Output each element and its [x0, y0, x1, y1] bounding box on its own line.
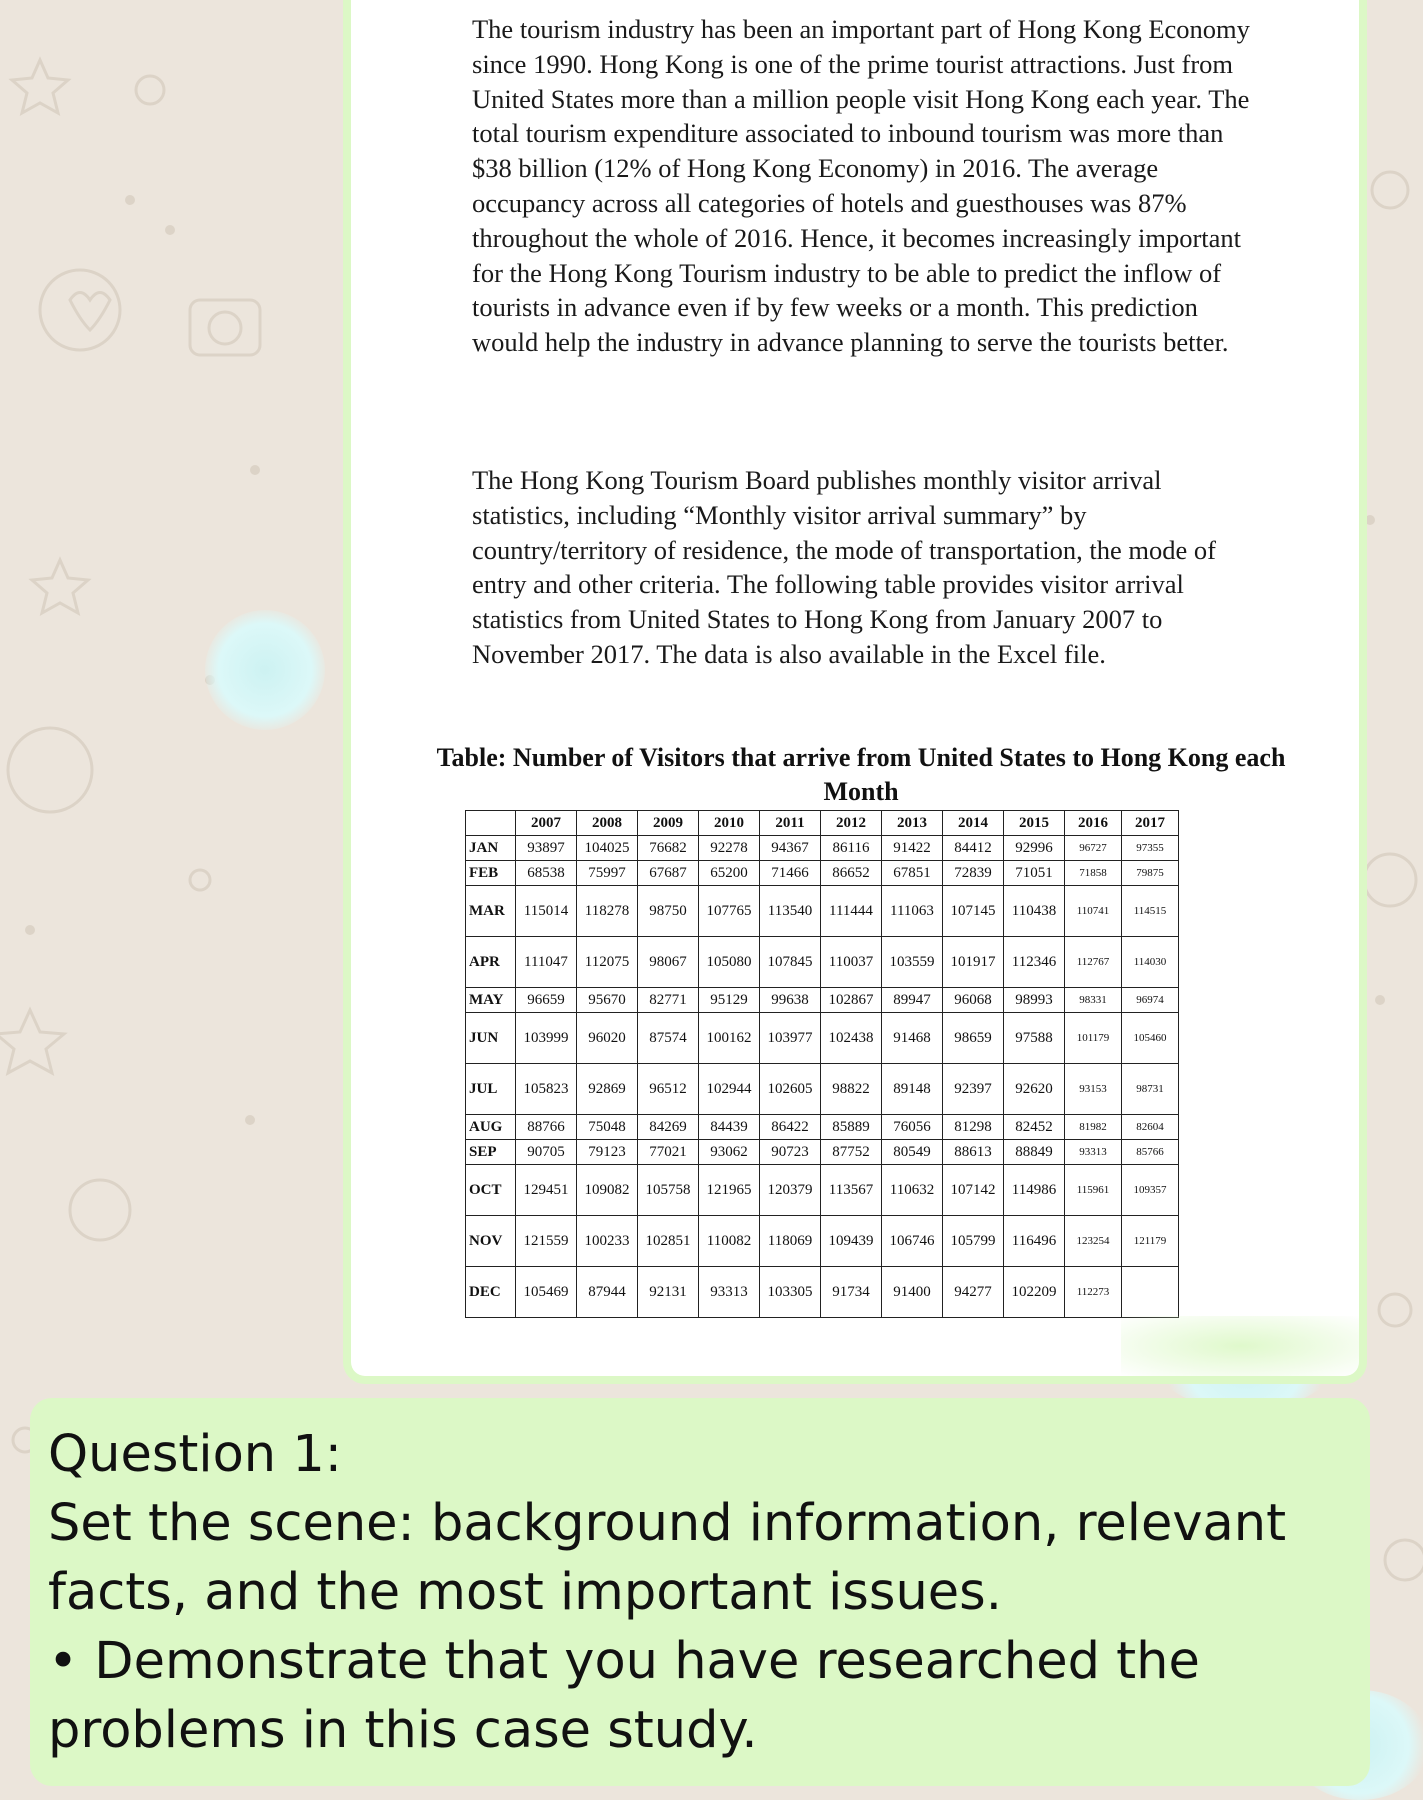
- visitor-count-cell: 111444: [821, 886, 882, 937]
- month-label: APR: [466, 937, 516, 988]
- visitor-count-cell: 102851: [638, 1216, 699, 1267]
- visitor-count-cell: 82771: [638, 988, 699, 1013]
- visitor-count-cell: 112767: [1065, 937, 1122, 988]
- visitor-count-cell: 91422: [882, 836, 943, 861]
- document-paragraph-2: The Hong Kong Tourism Board publishes monthly visitor arrival statistics, including “Monthly visitor arrival summary” by country/territory of residence, the mode of transportation, the mode of entry and other criteria. The following table provides visitor arrival statistics from United States to Hong Kong from January 2007 to November 2017. The data is also available in the Excel file.: [472, 465, 1216, 669]
- table-row: [466, 988, 1179, 1013]
- visitor-count-cell: 96068: [943, 988, 1004, 1013]
- visitor-count-cell: 84412: [943, 836, 1004, 861]
- visitor-count-cell: 67851: [882, 861, 943, 886]
- visitor-count-cell: 111047: [516, 937, 577, 988]
- visitor-count-cell: 102944: [699, 1064, 760, 1115]
- table-caption: Table: Number of Visitors that arrive from United States to Hong Kong each Month: [436, 743, 1286, 806]
- visitor-count-cell: 72839: [943, 861, 1004, 886]
- visitor-count-cell: 96974: [1122, 988, 1179, 1013]
- visitor-count-cell: 80549: [882, 1140, 943, 1165]
- table-corner-cell: [466, 811, 516, 836]
- visitor-count-cell: 129451: [516, 1165, 577, 1216]
- month-label: JUL: [466, 1064, 516, 1115]
- month-label: SEP: [466, 1140, 516, 1165]
- visitor-count-cell: 103559: [882, 937, 943, 988]
- visitor-count-cell: 105823: [516, 1064, 577, 1115]
- visitor-count-cell: 114030: [1122, 937, 1179, 988]
- month-label: JAN: [466, 836, 516, 861]
- visitor-count-cell: 107845: [760, 937, 821, 988]
- table-row: [466, 1165, 1179, 1216]
- visitor-count-cell: 86422: [760, 1115, 821, 1140]
- document-photo[interactable]: [351, 0, 1359, 1376]
- visitor-count-cell: 110438: [1004, 886, 1065, 937]
- visitor-count-cell: 75997: [577, 861, 638, 886]
- visitor-count-cell: 67687: [638, 861, 699, 886]
- text-message-bubble[interactable]: [30, 1398, 1370, 1786]
- visitor-count-cell: 118278: [577, 886, 638, 937]
- visitor-table: [465, 810, 1179, 1318]
- visitor-count-cell: 107145: [943, 886, 1004, 937]
- table-row: [466, 1064, 1179, 1115]
- visitor-count-cell: 96659: [516, 988, 577, 1013]
- table-row: [466, 1115, 1179, 1140]
- month-label: FEB: [466, 861, 516, 886]
- visitor-count-cell: 93153: [1065, 1064, 1122, 1115]
- visitor-count-cell: 91400: [882, 1267, 943, 1318]
- visitor-count-cell: 77021: [638, 1140, 699, 1165]
- visitor-count-cell: 103977: [760, 1013, 821, 1064]
- visitor-count-cell: 106746: [882, 1216, 943, 1267]
- visitor-count-cell: 98993: [1004, 988, 1065, 1013]
- visitor-count-cell: 98067: [638, 937, 699, 988]
- month-label: NOV: [466, 1216, 516, 1267]
- visitor-count-cell: 110741: [1065, 886, 1122, 937]
- visitor-count-cell: 81982: [1065, 1115, 1122, 1140]
- visitor-count-cell: 92131: [638, 1267, 699, 1318]
- visitor-count-cell: 96727: [1065, 836, 1122, 861]
- visitor-count-cell: 79123: [577, 1140, 638, 1165]
- visitor-count-cell: 103305: [760, 1267, 821, 1318]
- visitor-count-cell: 99638: [760, 988, 821, 1013]
- table-row: [466, 836, 1179, 861]
- visitor-count-cell: 88613: [943, 1140, 1004, 1165]
- visitor-count-cell: 76682: [638, 836, 699, 861]
- question-text: [48, 1420, 1348, 1765]
- year-header: 2017: [1122, 811, 1179, 836]
- visitor-count-cell: 101917: [943, 937, 1004, 988]
- visitor-count-cell: 111063: [882, 886, 943, 937]
- table-row: [466, 1013, 1179, 1064]
- visitor-count-cell: 65200: [699, 861, 760, 886]
- visitor-count-cell: 71051: [1004, 861, 1065, 886]
- visitor-count-cell: 68538: [516, 861, 577, 886]
- visitor-count-cell: 92278: [699, 836, 760, 861]
- year-header: 2008: [577, 811, 638, 836]
- table-row: [466, 937, 1179, 988]
- visitor-count-cell: 105758: [638, 1165, 699, 1216]
- visitor-count-cell: 82604: [1122, 1115, 1179, 1140]
- blur-mark: [205, 610, 325, 730]
- visitor-count-cell: 84439: [699, 1115, 760, 1140]
- visitor-count-cell: 100233: [577, 1216, 638, 1267]
- visitor-count-cell: 110082: [699, 1216, 760, 1267]
- visitor-count-cell: 97355: [1122, 836, 1179, 861]
- visitor-count-cell: 104025: [577, 836, 638, 861]
- visitor-count-cell: 90705: [516, 1140, 577, 1165]
- visitor-count-cell: 100162: [699, 1013, 760, 1064]
- visitor-count-cell: 89148: [882, 1064, 943, 1115]
- visitor-count-cell: 114515: [1122, 886, 1179, 937]
- visitor-count-cell: 105460: [1122, 1013, 1179, 1064]
- image-message-bubble[interactable]: [343, 0, 1367, 1384]
- visitor-count-cell: 102438: [821, 1013, 882, 1064]
- table-row: [466, 1267, 1179, 1318]
- visitor-count-cell: 79875: [1122, 861, 1179, 886]
- month-label: JUN: [466, 1013, 516, 1064]
- visitor-count-cell: 93313: [1065, 1140, 1122, 1165]
- table-row: [466, 886, 1179, 937]
- visitor-count-cell: 107765: [699, 886, 760, 937]
- visitor-count-cell: 115961: [1065, 1165, 1122, 1216]
- visitor-count-cell: 89947: [882, 988, 943, 1013]
- year-header: 2013: [882, 811, 943, 836]
- visitor-count-cell: 118069: [760, 1216, 821, 1267]
- visitor-count-cell: 86652: [821, 861, 882, 886]
- visitor-count-cell: 110632: [882, 1165, 943, 1216]
- visitor-count-cell: 95670: [577, 988, 638, 1013]
- table-row: [466, 1216, 1179, 1267]
- table-header-row: [466, 811, 1179, 836]
- month-label: MAR: [466, 886, 516, 937]
- visitor-count-cell: 90723: [760, 1140, 821, 1165]
- visitor-count-cell: 91734: [821, 1267, 882, 1318]
- visitor-count-cell: 92397: [943, 1064, 1004, 1115]
- visitor-count-cell: 120379: [760, 1165, 821, 1216]
- visitor-count-cell: 75048: [577, 1115, 638, 1140]
- visitor-count-cell: 96020: [577, 1013, 638, 1064]
- visitor-count-cell: 121179: [1122, 1216, 1179, 1267]
- year-header: 2009: [638, 811, 699, 836]
- visitor-count-cell: 102209: [1004, 1267, 1065, 1318]
- visitor-count-cell: 98822: [821, 1064, 882, 1115]
- year-header: 2010: [699, 811, 760, 836]
- year-header: 2007: [516, 811, 577, 836]
- visitor-count-cell: 115014: [516, 886, 577, 937]
- visitor-count-cell: 93313: [699, 1267, 760, 1318]
- year-header: 2014: [943, 811, 1004, 836]
- visitor-count-cell: 96512: [638, 1064, 699, 1115]
- month-label: MAY: [466, 988, 516, 1013]
- visitor-count-cell: 93062: [699, 1140, 760, 1165]
- visitor-count-cell: 121559: [516, 1216, 577, 1267]
- visitor-count-cell: 112346: [1004, 937, 1065, 988]
- visitor-count-cell: 113567: [821, 1165, 882, 1216]
- visitor-count-cell: 114986: [1004, 1165, 1065, 1216]
- visitor-count-cell: 87752: [821, 1140, 882, 1165]
- visitor-count-cell: 94367: [760, 836, 821, 861]
- question-line: Question 1:: [48, 1425, 342, 1484]
- visitor-count-cell: 88849: [1004, 1140, 1065, 1165]
- visitor-count-cell: 123254: [1065, 1216, 1122, 1267]
- visitor-count-cell: 110037: [821, 937, 882, 988]
- year-header: 2015: [1004, 811, 1065, 836]
- visitor-count-cell: 97588: [1004, 1013, 1065, 1064]
- visitor-count-cell: 109357: [1122, 1165, 1179, 1216]
- year-header: 2011: [760, 811, 821, 836]
- visitor-count-cell: 98331: [1065, 988, 1122, 1013]
- visitor-count-cell: 92996: [1004, 836, 1065, 861]
- visitor-count-cell: 82452: [1004, 1115, 1065, 1140]
- month-label: DEC: [466, 1267, 516, 1318]
- visitor-count-cell: 92620: [1004, 1064, 1065, 1115]
- visitor-count-cell: 85766: [1122, 1140, 1179, 1165]
- visitor-count-cell: 85889: [821, 1115, 882, 1140]
- visitor-count-cell: 98731: [1122, 1064, 1179, 1115]
- visitor-count-cell: 105799: [943, 1216, 1004, 1267]
- visitor-count-cell: 109439: [821, 1216, 882, 1267]
- visitor-count-cell: 113540: [760, 886, 821, 937]
- visitor-count-cell: 87944: [577, 1267, 638, 1318]
- visitor-count-cell: 102605: [760, 1064, 821, 1115]
- visitor-count-cell: 102867: [821, 988, 882, 1013]
- question-line: Set the scene: background information, relevant facts, and the most important issues.: [48, 1494, 1287, 1622]
- visitor-count-cell: 121965: [699, 1165, 760, 1216]
- visitor-count-cell: 87574: [638, 1013, 699, 1064]
- visitor-count-cell: 105080: [699, 937, 760, 988]
- visitor-count-cell: 86116: [821, 836, 882, 861]
- visitor-count-cell: 91468: [882, 1013, 943, 1064]
- visitor-count-cell: 105469: [516, 1267, 577, 1318]
- visitor-count-cell: 103999: [516, 1013, 577, 1064]
- photo-edge-blur: [1121, 1316, 1359, 1376]
- visitor-count-cell: 71858: [1065, 861, 1122, 886]
- question-line: • Demonstrate that you have researched the problems in this case study.: [48, 1632, 1200, 1760]
- visitor-count-cell: 92869: [577, 1064, 638, 1115]
- table-row: [466, 861, 1179, 886]
- visitor-count-cell: 107142: [943, 1165, 1004, 1216]
- month-label: AUG: [466, 1115, 516, 1140]
- visitor-count-cell: 98659: [943, 1013, 1004, 1064]
- visitor-count-cell: [1122, 1267, 1179, 1318]
- visitor-count-cell: 116496: [1004, 1216, 1065, 1267]
- visitor-count-cell: 101179: [1065, 1013, 1122, 1064]
- visitor-count-cell: 112075: [577, 937, 638, 988]
- visitor-count-cell: 81298: [943, 1115, 1004, 1140]
- visitor-count-cell: 95129: [699, 988, 760, 1013]
- visitor-count-cell: 112273: [1065, 1267, 1122, 1318]
- visitor-count-cell: 94277: [943, 1267, 1004, 1318]
- year-header: 2016: [1065, 811, 1122, 836]
- visitor-count-cell: 98750: [638, 886, 699, 937]
- visitor-count-cell: 84269: [638, 1115, 699, 1140]
- document-paragraph-1: The tourism industry has been an important part of Hong Kong Economy since 1990. Hong Kong is one of the prime tourist attractions. Just from United States more than a million people visit Hong Kong each year. The total tourism expenditure associated to inbound tourism was more than $38 billion (12% of Hong Kong Economy) in 2016. The average occupancy across all categories of hotels and guesthouses was 87% throughout the whole of 2016. Hence, it becomes increasingly important for the Hong Kong Tourism industry to be able to predict the inflow of tourists in advance even if by few weeks or a month. This prediction would help the industry in advance planning to serve the tourists better.: [472, 14, 1250, 358]
- month-label: OCT: [466, 1165, 516, 1216]
- year-header: 2012: [821, 811, 882, 836]
- visitor-count-cell: 71466: [760, 861, 821, 886]
- table-row: [466, 1140, 1179, 1165]
- visitor-count-cell: 76056: [882, 1115, 943, 1140]
- visitor-count-cell: 93897: [516, 836, 577, 861]
- visitor-count-cell: 88766: [516, 1115, 577, 1140]
- visitor-count-cell: 109082: [577, 1165, 638, 1216]
